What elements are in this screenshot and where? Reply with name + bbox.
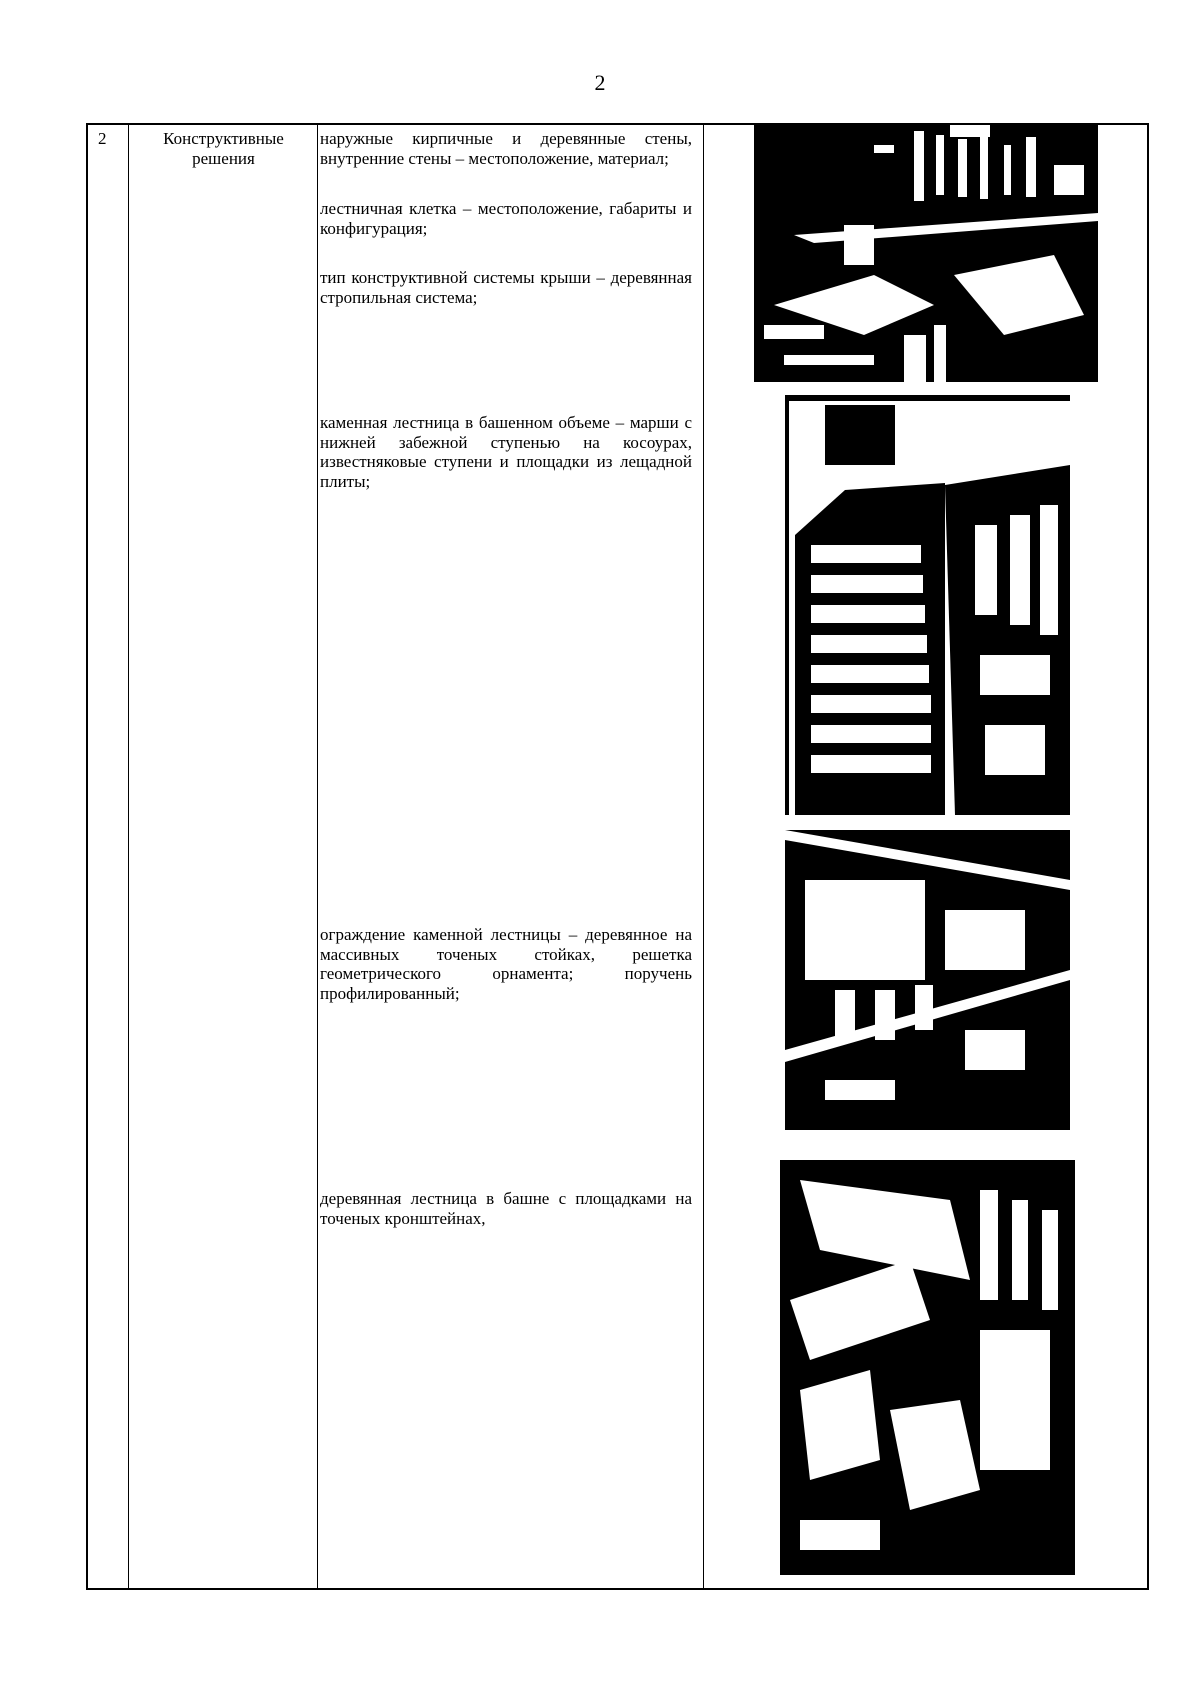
- page-number: 2: [594, 70, 606, 95]
- document-table: [86, 123, 1149, 1590]
- photo-staircase-from-below: [754, 125, 1098, 382]
- paragraph-railing: ограждение каменной лестницы – деревянное на массивных точеных стойках, решетка геометрического орнамента; поручень профилированный;: [320, 925, 692, 1003]
- photo-wooden-tower-staircase: [780, 1160, 1075, 1575]
- photo-staircase-railing: [785, 830, 1070, 1130]
- row-number: 2: [98, 129, 107, 148]
- photo-stone-staircase: [785, 395, 1070, 815]
- paragraph-walls: наружные кирпичные и деревянные стены, внутренние стены – местоположение, материал;: [320, 129, 692, 168]
- column-divider: [317, 125, 318, 1588]
- column-divider: [703, 125, 704, 1588]
- column-divider: [128, 125, 129, 1588]
- row-title: Конструктивные решения: [163, 129, 284, 168]
- paragraph-stone-stair: каменная лестница в башенном объеме – марши с нижней забежной ступенью на косоурах, известняковые ступени и площадки из лещадной плиты;: [320, 413, 692, 491]
- paragraph-roof: тип конструктивной системы крыши – деревянная стропильная система;: [320, 268, 692, 307]
- paragraph-wooden-stair: деревянная лестница в башне с площадками на точеных кронштейнах,: [320, 1189, 692, 1228]
- paragraph-stairwell: лестничная клетка – местоположение, габариты и конфигурация;: [320, 199, 692, 238]
